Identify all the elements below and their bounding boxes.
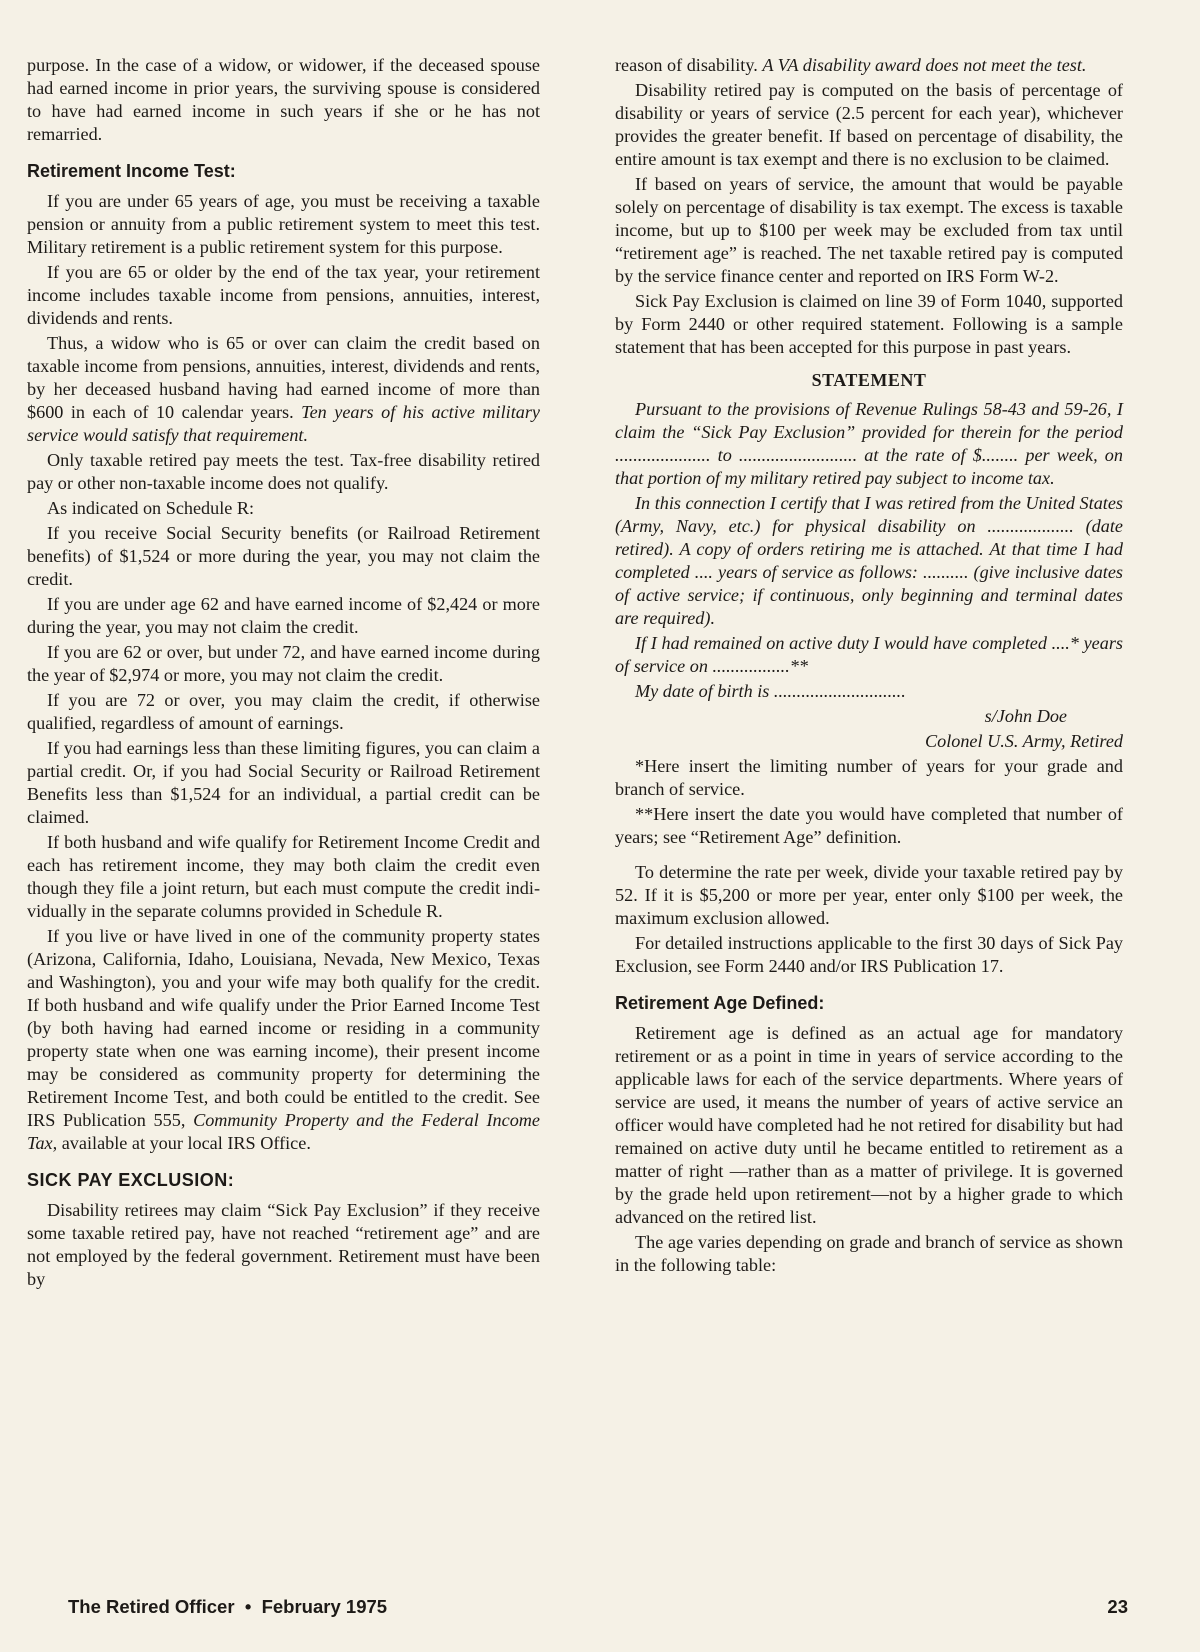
paragraph: If both husband and wife qualify for Retirement Income Credit and each has retirement income, they may both claim the credit even though they file a joint return, but each must compute the credit individually in the separate columns provided in Schedule R. (27, 832, 540, 921)
left-column (27, 54, 540, 1293)
paragraph: If you are under age 62 and have earned income of $2,424 or more during the year, you may not claim the credit. (27, 594, 540, 637)
paragraph: If you are 72 or over, you may claim the credit, if otherwise qualified, regardless of amount of earnings. (27, 690, 540, 733)
paragraph: If based on years of service, the amount that would be payable solely on percentage of disability is tax exempt. The excess is taxable income, but up to $100 per week may be excluded from tax until “retirement age” is reached. The net taxable retired pay is computed by the service finance center and reported on IRS Form W-2. (615, 174, 1123, 286)
issue-date: February 1975 (261, 1596, 388, 1617)
paragraph (27, 332, 540, 447)
italic-text: Ten years of his active military service would satisfy that requirement. (27, 402, 540, 445)
paragraph: purpose. In the case of a widow, or widower, if the deceased spouse had earned income in prior years, the surviving spouse is considered to have had earned income in such years if she or he has not remarried. (27, 55, 540, 144)
signature-name: s/John Doe (984, 706, 1067, 726)
section-heading-retirement-age-defined: Retirement Age Defined: (615, 993, 825, 1013)
paragraph: Disability retired pay is computed on the basis of percentage of disability or years of service (2.5 percent for each year), whichever provides the greater benefit. If based on percentage of disability, the entire amount is tax exempt and there is no exclusion to be claimed. (615, 80, 1123, 169)
paragraph-text: available at your local IRS Office. (61, 1133, 311, 1153)
italic-text: A VA disability award does not meet the test. (762, 55, 1087, 75)
sample-statement (615, 398, 1123, 753)
publication-name: The Retired Officer (68, 1596, 235, 1617)
publication-title: Community Property and the Federal Income Tax, (27, 1110, 540, 1153)
signature-title: Colonel U.S. Army, Retired (924, 731, 1123, 751)
paragraph (615, 54, 1123, 77)
paragraph: If you are 62 or over, but under 72, and have earned income during the year of $2,974 or more, you may not claim the credit. (27, 642, 540, 685)
page-number: 23 (1107, 1596, 1128, 1617)
paragraph-text: Thus, a widow who is 65 or over can claim the credit based on taxable income from pensions, annuities, interest, dividends and rents, by her deceased husband having had earned income of more than $600 in each of 10 calendar years. (27, 333, 540, 422)
paragraph: For detailed instructions applicable to the first 30 days of Sick Pay Exclusion, see Form 2440 and/or IRS Publication 17. (615, 933, 1123, 976)
paragraph: If you are under 65 years of age, you must be receiving a taxable pension or annuity from a public retirement system to meet this test. Military retirement is a public retirement system for this purpose. (27, 191, 540, 257)
statement-paragraph: Pursuant to the provisions of Revenue Rulings 58-43 and 59-26, I claim the “Sick Pay Exclusion” provided for therein for the period ..................... to .......................... at the rate of $........ per week, on that portion of my military retired pay subject to income tax. (615, 399, 1123, 488)
statement-paragraph: My date of birth is ............................. (635, 681, 906, 701)
section-heading-retirement-income-test: Retirement Income Test: (27, 161, 236, 181)
paragraph-text: If you live or have lived in one of the community property states (Arizona, California, Idaho, Louisiana, Nevada, New Mexico, Texas and Washington), you and your wife may both qualify for the credit. If both husband and wife qualify under the Prior Earned Income Test (by both having had earned income or residing in a community property state when one was earning income), their present income may be considered as community property for determining the Retirement Income Test, and both could be entitled to the credit. See IRS Publication 555, (27, 926, 540, 1130)
footnote: **Here insert the date you would have completed that number of years; see “Retirement Age” definition. (615, 804, 1123, 847)
right-column (615, 54, 1123, 1279)
paragraph: Sick Pay Exclusion is claimed on line 39 of Form 1040, supported by Form 2440 or other required statement. Following is a sample statement that has been accepted for this purpose in past years. (615, 291, 1123, 357)
paragraph: The age varies depending on grade and branch of service as shown in the following table: (615, 1232, 1123, 1275)
paragraph: If you receive Social Security benefits (or Railroad Retirement benefits) of $1,524 or more during the year, you may not claim the credit. (27, 523, 540, 589)
paragraph: As indicated on Schedule R: (47, 498, 255, 518)
statement-title: STATEMENT (811, 370, 927, 390)
paragraph: Only taxable retired pay meets the test. Tax-free disability retired pay or other non-taxable income does not qualify. (27, 450, 540, 493)
footnote: *Here insert the limiting number of years for your grade and branch of service. (615, 756, 1123, 799)
section-heading-sick-pay-exclusion: SICK PAY EXCLUSION: (27, 1170, 235, 1190)
paragraph: If you are 65 or older by the end of the tax year, your retirement income includes taxable income from pensions, annuities, interest, dividends and rents. (27, 262, 540, 328)
paragraph: If you had earnings less than these limiting figures, you can claim a partial credit. Or, if you had Social Security or Railroad Retirement Benefits less than $1,524 for an individual, a partial credit can be claimed. (27, 738, 540, 827)
publication-line (68, 1596, 387, 1618)
paragraph: Retirement age is defined as an actual age for mandatory retirement or as a point in time in years of service according to the applicable laws for each of the service departments. Where years of service are used, it means the number of years of active service an officer would have completed had he not retired for disability but had remained on active duty until he became entitled to retirement as a matter of right —rather than as a matter of privilege. It is governed by the grade held upon retirement—not by a higher grade to which advanced on the retired list. (615, 1023, 1123, 1227)
statement-paragraph: If I had remained on active duty I would have completed ....* years of service on .................** (615, 633, 1123, 676)
bullet-separator: • (244, 1596, 252, 1617)
statement-paragraph: In this connection I certify that I was retired from the United States (Army, Navy, etc.) for physical disability on ................... (date retired). A copy of orders retiring me is attached. At that time I had completed .... years of service as follows: .......... (give inclusive dates of active service; if continuous, only beginning and terminal dates are required). (615, 493, 1123, 628)
paragraph-text: reason of disability. (615, 55, 758, 75)
paragraph: To determine the rate per week, divide your taxable retired pay by 52. If it is $5,200 or more per year, enter only $100 per week, the maximum exclusion allowed. (615, 862, 1123, 928)
paragraph: Disability retirees may claim “Sick Pay Exclusion” if they receive some taxable retired pay, have not reached “retirement age” and are not employed by the federal government. Retirement must have been by (27, 1200, 540, 1289)
paragraph (27, 925, 540, 1155)
